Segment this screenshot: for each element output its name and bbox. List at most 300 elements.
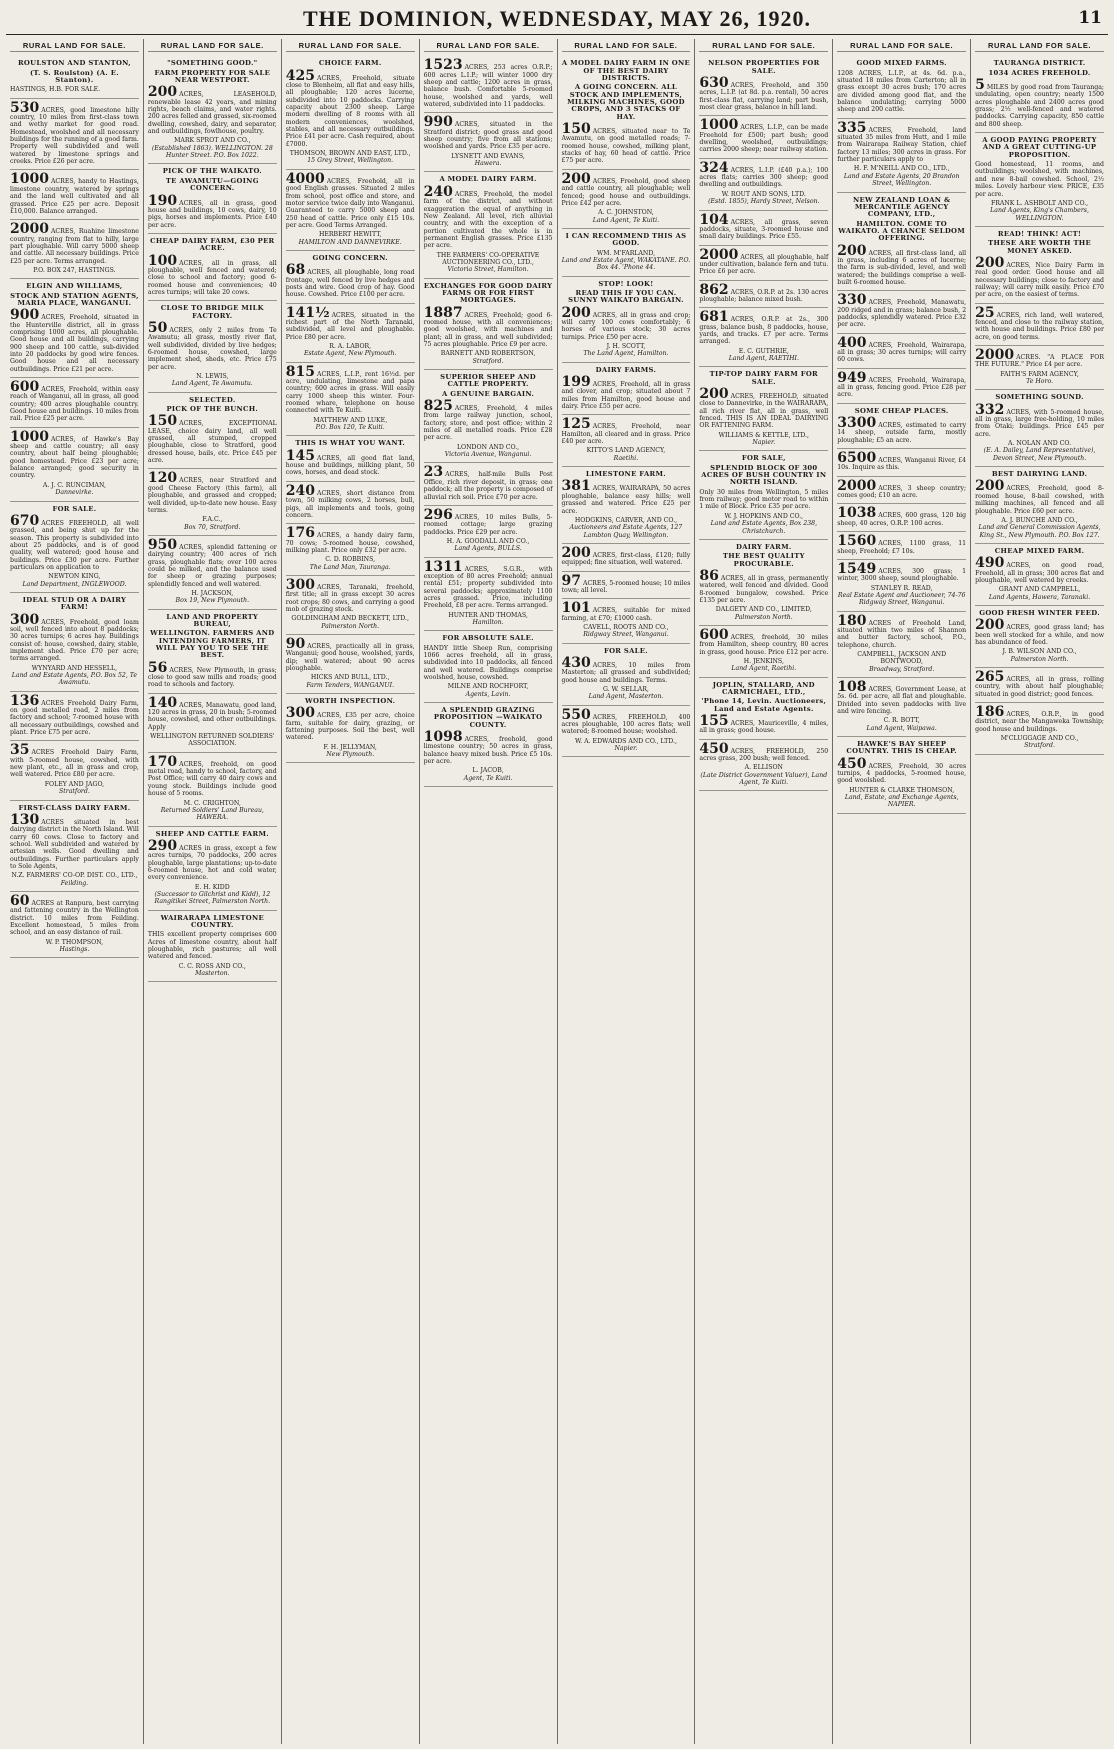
advertisement xyxy=(10,279,139,378)
ad-agent-address: Raetihi. xyxy=(613,454,639,462)
ad-agent-name: KITTO'S LAND AGENCY, xyxy=(586,447,666,455)
advertisement xyxy=(699,626,828,678)
ad-agent-name: M. C. CRIGHTON, xyxy=(183,799,241,807)
advertisement xyxy=(424,172,553,278)
ad-text: ACRES, good limestone hilly country, 10 miles from first-class town and wethy market for good road. Homestead, woolshed and all necessary buildings for the running of a good farm. Property well subdivided and well watered by limestone springs and creeks. Price £26 per acre. xyxy=(10,106,139,166)
ad-agent-address: Box 19, New Plymouth. xyxy=(175,597,250,605)
ad-acreage: 200 xyxy=(699,386,729,402)
ad-acreage: 180 xyxy=(837,612,867,629)
ad-agent-name: C. R. BOTT, xyxy=(883,717,920,725)
advertisement xyxy=(148,393,277,470)
ad-heading: CHEAP DAIRY FARM, £30 PER ACRE. xyxy=(150,236,275,253)
ad-text: ACRES, all in grass, good house and buildings, 10 cows, dairy, 10 pigs, horses and implements. Price £40 per acre. xyxy=(147,199,277,229)
ad-body xyxy=(424,400,553,442)
ad-text: ACRES, all good flat land, house and buildings, milking plant, 50 cows, horses, and dead stock. xyxy=(285,454,415,477)
ad-body xyxy=(10,428,139,480)
ad-body xyxy=(975,671,1104,698)
ad-text: ACRES, 10 miles Bulls, 5-roomed cottage; large grazing paddocks. Price £29 per acre. xyxy=(423,513,553,536)
advertisement xyxy=(562,544,691,572)
ad-acreage: 200 xyxy=(837,242,867,259)
advertisement xyxy=(837,560,966,612)
ad-acreage: 200 xyxy=(975,478,1005,495)
ad-heading: GOOD FRESH WINTER FEED. xyxy=(979,608,1100,617)
ad-text: ACRES, freehold, 30 miles from Hamilton, sheep country, 80 acres in grass, good house. Price £12 per acre. xyxy=(699,633,829,656)
ad-body xyxy=(423,558,553,610)
ad-agent-name: GRANT AND CAMPBELL, xyxy=(998,586,1081,594)
ad-text: ACRES, Manawatu, good land, 120 acres in grass, 20 in bush; 5-roomed house, cowshed, and other outbuildings. Apply xyxy=(147,701,277,731)
ad-text: ACRES, suitable for mixed farming, at £70; £1000 cash. xyxy=(561,607,691,622)
ad-agent-address: 15 Grey Street, Wellington. xyxy=(307,157,394,165)
ad-acreage: 1098 xyxy=(423,729,463,746)
ad-text: ACRES, O.R.P. at 2s. 130 acres ploughable; balance mixed bush. xyxy=(699,288,829,303)
ad-agent-name: C. C. ROSS AND CO., xyxy=(178,962,246,970)
ad-text: ACRES, Freehold, situated in the Hunterville district, all in grass comprising 1000 acres, all ploughable. Good house and all buildings, carrying 900 sheep and 100 cattle, sub-divided into 20 paddocks by good wire fences. Good house and all necessary outbuildings. Price £21 per acre. xyxy=(10,314,139,373)
ad-text: ACRES, all first-class land, all in grass, including 6 acres of lucerne; the farm is sub-divided, level, and well watered; the buildings comprise a well-built 6-roomed house. xyxy=(837,249,967,286)
ad-acreage: 290 xyxy=(147,837,178,854)
ad-agent-address: Land and Estate Agents, P.O. Box 52, Te Awamutu. xyxy=(11,672,138,687)
ad-acreage: 681 xyxy=(699,309,729,326)
ad-heading: TAURANGA DISTRICT. xyxy=(993,59,1086,68)
ad-acreage: 324 xyxy=(699,159,729,176)
ad-agent-address: Te Horo. xyxy=(1026,378,1054,386)
advertisement xyxy=(286,170,415,251)
column-2 xyxy=(144,39,282,1744)
ad-text: ACRES, situated in the Stratford district; good grass and good sheep country; five from all stations; woolshed and yards. Price £35 per acre. xyxy=(423,121,553,151)
ad-agent-address: Land Agents, Hawera, Taranaki. xyxy=(988,593,1091,601)
ad-agent-name: FRANK L. ASHBOLT AND CO., xyxy=(990,199,1089,207)
ad-body xyxy=(699,159,829,189)
ad-agent-name: W. A. EDWARDS AND CO., LTD., xyxy=(574,737,677,745)
ad-body xyxy=(562,123,691,165)
ad-agent-name: LYSNETT AND EVANS, xyxy=(451,152,525,160)
column-1 xyxy=(6,39,144,1744)
advertisement xyxy=(975,56,1104,133)
ad-body xyxy=(148,931,277,960)
ad-subheading: TE AWAMUTU—GOING CONCERN. xyxy=(165,176,259,193)
column-heading: RURAL LAND FOR SALE. xyxy=(10,39,139,52)
column-5 xyxy=(558,39,696,1744)
ad-heading: A MODEL DAIRY FARM IN ONE OF THE BEST DAIRY DISTRICTS. xyxy=(561,59,690,83)
ad-acreage: 101 xyxy=(561,600,591,617)
ad-agent-name: WELLINGTON RETURNED SOLDIERS' ASSOCIATION. xyxy=(150,733,275,748)
ad-text: ACRES, L.I.P., rent 16½d. per acre, undulating, limestone and papa country; 600 acres in grass. Will easily carry 1000 sheep this winter. Four-roomed whare, telephone on house connected with Te Kuiti. xyxy=(285,370,415,415)
ad-acreage: 150 xyxy=(147,413,178,430)
ad-text: ACRES, all grass, seven paddocks, situate, 3-roomed house and small dairy buildings. Price £55. xyxy=(699,218,829,241)
ad-acreage: 170 xyxy=(147,753,178,770)
ad-heading: SOME CHEAP PLACES. xyxy=(854,406,949,415)
ad-agent-name: W. J. HOPKINS AND CO., xyxy=(724,512,804,520)
ad-acreage: 815 xyxy=(285,363,315,380)
ad-heading: ELGIN AND WILLIAMS, xyxy=(26,282,123,291)
advertisement xyxy=(286,304,415,363)
ad-agent-name: FAITH'S FARM AGENCY, xyxy=(1000,370,1079,378)
ad-text: ACRES, Mauriceville, 4 miles, all in grass; good house. xyxy=(699,720,829,735)
ad-body xyxy=(975,557,1104,584)
ad-agent-address: Land Agents, BULLS. xyxy=(454,545,522,553)
ad-text: ACRES, FREEHOLD, situated close to Dannevirke, in the WAIRARAPA, all rich river flat, all in grass, well fenced. THIS IS AN IDEAL DAIRYING OR FATTENING FARM. xyxy=(699,393,829,430)
ad-acreage: 450 xyxy=(699,740,729,757)
advertisement xyxy=(148,234,277,301)
advertisement xyxy=(837,291,966,333)
advertisement xyxy=(562,467,691,544)
advertisement xyxy=(699,246,828,281)
advertisement xyxy=(424,56,553,113)
ad-body xyxy=(423,304,553,349)
ad-agent-address: Victoria Street, Hamilton. xyxy=(447,266,529,274)
ad-body xyxy=(975,79,1104,128)
advertisement xyxy=(424,279,553,370)
ad-heading: EXCHANGES FOR GOOD DAIRY FARMS OR FOR FIRST MORTGAGES. xyxy=(423,281,553,305)
ad-body xyxy=(286,707,415,741)
ad-text: ACRES, near Stratford and good Cheese Factory (this farm), all ploughable, and grassed and cropped; well divided, up-to-date new house. Easy terms. xyxy=(147,477,277,514)
ad-acreage: 240 xyxy=(423,183,453,200)
ad-acreage: 125 xyxy=(561,416,591,433)
ad-text: ACRES FREEHOLD, all well grassed, and being shut up for the season. This property is subdivided into about 25 paddocks, and is of good quality, well watered; good house and buildings. Price £30 per acre. Further particulars on application to xyxy=(10,519,139,571)
ad-acreage: 90 xyxy=(285,635,306,652)
ad-agent-name: R. A. LABOR, xyxy=(329,343,372,350)
ad-subheading: (T. S. Roulston) (A. E. Stanton). xyxy=(29,68,119,85)
ad-heading: CHOICE FARM. xyxy=(318,59,382,68)
ad-heading: CHEAP MIXED FARM. xyxy=(994,546,1085,555)
ad-body xyxy=(561,170,691,207)
ad-body xyxy=(424,59,553,108)
ad-agent-address: (Established 1863). WELLINGTON. 28 Hunter Street. P.O. Box 1022. xyxy=(151,144,273,160)
ad-acreage: 199 xyxy=(561,374,591,391)
ad-body xyxy=(837,678,967,715)
ad-agent-address: HAMILTON AND DANNEVIRKE. xyxy=(298,238,402,246)
ad-agent-address: Land Agents, King's Chambers, WELLINGTON. xyxy=(990,207,1089,222)
ad-body xyxy=(147,192,277,229)
advertisement xyxy=(837,504,966,532)
advertisement xyxy=(837,532,966,560)
ad-body xyxy=(10,309,139,373)
ad-text: ACRES, all in grass, all ploughable, well fenced and watered; close to school and factory; good 6-roomed house and conveniences; 40 acres turnips; will take 20 cows. xyxy=(147,259,277,296)
ad-acreage: 200 xyxy=(975,617,1005,634)
ad-agent-address: Stratford. xyxy=(59,788,90,796)
ad-acreage: 200 xyxy=(561,170,591,187)
advertisement xyxy=(975,346,1104,390)
ad-text: ACRES, half-mile Bulls Post Office, rich river deposit, in grass; one paddock; all the property is composed of alluvial rich soil. Price £70 per acre. xyxy=(423,471,553,501)
ad-text: ACRES, situated near to Te Awamutu, on good metalled roads; 7-roomed house, cowshed, milking plant, stacks of hay, 60 head of cattle. Price £75 per acre. xyxy=(561,128,691,165)
ad-agent-address: Stratford. xyxy=(472,357,504,365)
ad-agent-name: L. JACOB, xyxy=(472,767,504,775)
ad-agent-address: Real Estate Agent and Auctioneer, 74-76 Ridgway Street, Wanganui. xyxy=(837,591,966,607)
advertisement xyxy=(837,334,966,369)
advertisement xyxy=(562,599,691,643)
ad-body xyxy=(423,183,553,250)
ad-heading: HAWKE'S BAY SHEEP COUNTRY. THIS IS CHEAP. xyxy=(846,740,957,756)
ad-acreage: 300 xyxy=(285,576,315,593)
ad-body xyxy=(699,715,828,735)
ad-subheading: STOCK AND STATION AGENTS, MARIA PLACE, WANGANUI. xyxy=(10,291,139,307)
ad-body xyxy=(975,254,1104,299)
ad-acreage: 200 xyxy=(561,304,591,321)
ad-agent-name: E. C. GUTHRIE, xyxy=(738,347,789,355)
ad-agent-name: P.O. BOX 247, HASTINGS. xyxy=(33,266,116,274)
ad-heading: WORTH INSPECTION. xyxy=(305,697,396,706)
ad-text: Only 30 miles from Wellington, 5 miles from railway; good motor road to within 1 mile of Block. Price £35 per acre. xyxy=(699,488,829,511)
ad-body xyxy=(285,576,415,613)
ad-text: ACRES, handy to Hastings, limestone country, watered by springs and the land well cultivated and all grassed. Price £25 per acre. Deposit £10,000. Balance arranged. xyxy=(10,178,139,215)
advertisement xyxy=(148,911,277,983)
ad-subheading: THE BEST QUALITY PROCURABLE. xyxy=(722,552,805,568)
ad-text: ACRES, Freehold, all in good English grasses. Situated 2 miles from school, post office and store, and motor service twice daily into Wanganui. Guaranteed to carry 5000 sheep and 250 head of cattle. Price only £15 10s. per acre. Good Terms Arranged. xyxy=(285,177,415,229)
ad-text: Good homestead, 11 rooms, and outbuildings; woolshed, with machines, and new 8-bail cowshed. School, 2½ miles. Lovely harbour view. PRICE, £35 per acre. xyxy=(975,161,1104,198)
ad-text: ACRES, £35 per acre, choice farm, suitable for dairy, grazing, or fattening purposes. Soil the best, well watered. xyxy=(285,712,415,742)
ad-agent-name: W. P. THOMPSON, xyxy=(45,938,104,946)
ad-body xyxy=(975,619,1104,646)
ad-acreage: 25 xyxy=(975,304,995,321)
advertisement xyxy=(699,451,828,539)
advertisement xyxy=(10,593,139,692)
ad-acreage: 1560 xyxy=(837,533,877,550)
ad-text: ACRES, estimated to carry 14 sheep, outside farm, mostly ploughable; £5 an acre. xyxy=(837,422,967,444)
ad-text: ACRES, 3 sheep country; comes good; £10 an acre. xyxy=(837,484,967,500)
ad-agent-address: Dannevirke. xyxy=(55,489,94,497)
ad-agent-address: Napier. xyxy=(752,439,776,447)
ad-heading: SHEEP AND CATTLE FARM. xyxy=(155,829,269,838)
ad-text: ACRES, Freehold, Wairarapa, all in grass; 30 acres turnips; will carry 60 cows. xyxy=(837,341,967,364)
advertisement xyxy=(10,892,139,958)
ad-body xyxy=(975,401,1104,438)
advertisement xyxy=(699,211,828,246)
ad-acreage: 950 xyxy=(147,536,178,553)
advertisement xyxy=(286,482,415,524)
ad-body xyxy=(837,70,966,114)
ad-agent-name: WM. M'FARLAND, xyxy=(596,249,656,257)
ad-agent-address: Farm Tenders, WANGANUI. xyxy=(306,681,395,689)
ad-acreage: 1887 xyxy=(423,304,463,321)
ad-heading: DAIRY FARMS. xyxy=(595,365,657,374)
ad-heading: IDEAL STUD OR A DAIRY FARM! xyxy=(22,595,127,612)
column-4 xyxy=(420,39,558,1744)
ad-text: ACRES, rich land, well watered, fenced, and close to the railway station, with house and buildings. Price £80 per acre, on good terms. xyxy=(975,311,1104,341)
ad-agent-name: H. JACKSON, xyxy=(191,589,234,597)
ad-text: ACRES, Freehold, good sheep and cattle country, all ploughable; well fenced; good house and outbuildings. Price £42 per acre. xyxy=(561,177,691,207)
ad-body xyxy=(148,86,277,135)
ad-acreage: 332 xyxy=(975,401,1005,418)
ad-body xyxy=(561,706,691,736)
ad-acreage: 1000 xyxy=(10,171,49,188)
ad-acreage: 140 xyxy=(147,694,178,711)
columns-container xyxy=(6,39,1108,1744)
ad-agent-name: BARNETT AND ROBERTSON, xyxy=(440,350,536,358)
ad-agent-address: Napier. xyxy=(614,745,638,753)
ad-text: ACRES, Freehold, 4 miles from large railway junction, school, factory, store, and post office; within 2 miles of all metalled roads. Price £28 per acre. xyxy=(423,405,553,442)
ad-heading: SOMETHING SOUND. xyxy=(995,393,1084,402)
ad-agent-address: Broadway, Stratford. xyxy=(869,665,935,673)
ad-acreage: 186 xyxy=(975,704,1005,721)
ad-agent-name: WILLIAMS & KETTLE, LTD., xyxy=(718,431,810,439)
ad-text: ACRES, situated in the richest part of the North Taranaki, subdivided, all level and ploughable. Price £80 per acre. xyxy=(285,311,415,341)
ad-agent-name: HUNTER & CLARKE THOMSON, xyxy=(849,786,955,794)
ad-acreage: 50 xyxy=(147,319,168,336)
ad-agent-address: Land Agent, Raetihi. xyxy=(731,665,797,673)
ad-agent-address: Masterton. xyxy=(195,970,230,978)
advertisement xyxy=(837,737,966,814)
ad-text: ACRES, good grass land; has been well stocked for a while, and now has abundance of feed. xyxy=(975,624,1104,646)
ad-agent-address: Palmerston North. xyxy=(734,613,793,621)
ad-agent-address: Estate Agent, New Plymouth. xyxy=(303,350,397,358)
ad-heading: GOING CONCERN. xyxy=(312,253,388,262)
ad-body xyxy=(147,252,277,297)
column-8 xyxy=(971,39,1108,1744)
ad-body xyxy=(561,572,691,595)
ad-acreage: 150 xyxy=(561,121,591,138)
ad-text: ACRES, practically all in grass, Wanganui; good house, woolshed, yards, dip; well watered; about 90 acres ploughable. xyxy=(285,642,415,672)
ad-agent-name: GOLDINGHAM AND BECKETT, LTD., xyxy=(291,615,409,623)
ad-acreage: 2000 xyxy=(699,246,739,263)
ad-acreage: 120 xyxy=(147,470,178,487)
ad-body xyxy=(837,477,967,500)
ad-text: ACRES, 253 acres O.R.P.; 600 acres L.I.P.; will winter 1000 dry sheep and cattle; 1200 acres in grass, balance bush. Comfortable 5-roomed house, woolshed and yards, well watered, subdivided into 11 paddocks. xyxy=(423,64,553,109)
advertisement xyxy=(562,572,691,600)
ad-body xyxy=(837,507,966,527)
ad-agent-name: CAVELL, ROOTS AND CO., xyxy=(583,623,669,631)
ad-agent-name: HERBERT HEWITT, xyxy=(318,231,382,239)
ad-acreage: 1000 xyxy=(699,117,739,134)
ad-text: ACRES, 600 grass, 120 big sheep, 40 acres, O.R.P. 100 acres. xyxy=(837,512,967,527)
ad-agent-address: New Plymouth. xyxy=(326,751,375,759)
advertisement xyxy=(837,477,966,505)
ad-body xyxy=(699,246,829,276)
ad-body xyxy=(562,602,691,622)
advertisement xyxy=(10,99,139,171)
ad-acreage: 141½ xyxy=(285,304,330,321)
ad-text: ACRES, Freehold, situate close to Blenheim, all flat and easy hills, all ploughable; 120 acres lucerne, subdivided into 10 paddocks. Carrying capacity about 2300 sheep. Large modern dwelling of 8 rooms with all modern conveniences, woolshed, stables, and all necessary outbuildings. Price £41 per acre. Cash required, about £7000. xyxy=(285,74,415,148)
ad-heading: NELSON PROPERTIES FOR SALE. xyxy=(708,59,820,75)
advertisement xyxy=(837,369,966,404)
ad-agent-address: Hastings. xyxy=(59,946,90,953)
ad-body xyxy=(837,755,967,785)
ad-body xyxy=(699,211,829,241)
ad-body xyxy=(148,415,277,464)
ad-text: ACRES, Freehold, 30 acres turnips, 4 paddocks, 5-roomed house, good woolshed. xyxy=(837,762,967,785)
ad-body xyxy=(285,170,415,229)
ad-agent-address: (Late District Government Valuer), Land Agent, Te Kuiti. xyxy=(700,771,828,787)
ad-text: ACRES, all ploughable, half under cultivation, balance fern and tutu. Price £6 per acre. xyxy=(699,253,829,276)
ad-text: ACRES, WAIRARAPA, 50 acres ploughable, balance easy hills; well grassed and watered. Price £25 per acre. xyxy=(561,485,691,515)
ad-agent-name: HICKS AND BULL, LTD., xyxy=(310,674,390,682)
column-heading: RURAL LAND FOR SALE. xyxy=(286,39,415,52)
ad-body xyxy=(837,417,966,444)
ad-body xyxy=(837,560,967,583)
ad-agent-name: FOLEY AND JAGO, xyxy=(44,780,105,788)
ad-acreage: 862 xyxy=(699,281,729,298)
ad-body xyxy=(561,304,691,341)
ad-agent-address: The Land Man, Tauranga. xyxy=(309,563,391,571)
ad-heading: DAIRY FARM. xyxy=(736,542,792,551)
ad-acreage: 630 xyxy=(699,75,729,92)
ad-text: ACRES, Freehold, near Hamilton, all cleared and in grass. Price £40 per acre. xyxy=(561,423,691,446)
column-3 xyxy=(282,39,420,1744)
advertisement xyxy=(286,524,415,576)
ad-acreage: 825 xyxy=(423,398,453,415)
ad-acreage: 1038 xyxy=(837,505,877,522)
ad-text: ACRES Freehold Dairy Farm, with 5-roomed house, cowshed, with new plant, etc., all in grass and crop, well watered. Price £80 per acre. xyxy=(10,749,139,779)
ad-body xyxy=(699,567,829,604)
ad-heading: THIS IS WHAT YOU WANT. xyxy=(295,439,406,448)
newspaper-title: THE DOMINION, WEDNESDAY, MAY 26, 1920. xyxy=(302,6,812,31)
ad-agent-name: THE FARMERS' CO-OPERATIVE AUCTIONEERING CO., LTD., xyxy=(436,251,540,266)
ad-body xyxy=(975,706,1104,733)
ad-body xyxy=(699,626,829,656)
ad-agent-name: A. J. C. RUNCIMAN, xyxy=(42,481,106,489)
ad-heading: TIP-TOP DAIRY FARM FOR SALE. xyxy=(709,370,818,386)
ad-heading: FOR SALE. xyxy=(52,504,97,513)
column-heading: RURAL LAND FOR SALE. xyxy=(975,39,1104,52)
ad-heading: I CAN RECOMMEND THIS AS GOOD. xyxy=(565,231,687,248)
column-heading: RURAL LAND FOR SALE. xyxy=(837,39,966,52)
ad-subheading: A GOING CONCERN. ALL STOCK AND IMPLEMENTS, MILKING MACHINES, GOOD CROPS, AND 3 STACKS OF HAY. xyxy=(567,83,685,121)
column-6 xyxy=(695,39,833,1744)
advertisement xyxy=(837,612,966,678)
ad-body xyxy=(147,536,277,588)
advertisement xyxy=(10,502,139,593)
ad-body xyxy=(975,480,1104,514)
advertisement xyxy=(699,540,828,626)
ad-heading: LAND AND PROPERTY BUREAU, xyxy=(166,612,259,628)
ad-body xyxy=(285,304,415,341)
ad-agent-name: F. H. JELLYMAN, xyxy=(323,743,377,751)
ad-acreage: 2000 xyxy=(10,221,49,238)
ad-heading: A GOOD PAYING PROPERTY AND A GREAT CUTTING-UP PROPOSITION. xyxy=(982,136,1097,159)
ad-text: ACRES, Freehold, and 350 acres, L.I.P. (at 8d. p.a. rental), 50 acres first-class flat, carrying land; part bush, most clear grass, balance in hill land. xyxy=(699,82,829,112)
ad-acreage: 949 xyxy=(837,369,867,386)
ad-agent-address: Stratford. xyxy=(1024,742,1055,750)
ad-acreage: 670 xyxy=(10,512,40,529)
ad-body xyxy=(10,692,139,737)
advertisement xyxy=(562,363,691,416)
ad-text: ACRES, Freehold, good 8-roomed house, 8-bail cowshed, with milking machines, all fenced and all ploughable. Price £60 per acre. xyxy=(975,485,1104,515)
advertisement xyxy=(148,827,277,911)
ad-text: ACRES, with 5-roomed house, all in grass, large free-holding, 10 miles from Otaki; buildings. Price £45 per acre. xyxy=(975,408,1104,438)
ad-acreage: 108 xyxy=(837,678,867,695)
advertisement xyxy=(424,113,553,172)
advertisement xyxy=(286,436,415,481)
ad-subheading: READ THIS IF YOU CAN. SUNNY WAIKATO BARGAIN. xyxy=(568,288,684,305)
ad-acreage: 381 xyxy=(561,478,591,495)
ad-agent-address: Land and Estate Agents, Box 238, Christchurch. xyxy=(710,520,818,535)
ad-body xyxy=(148,472,277,514)
ad-agent-address: Hamilton. xyxy=(472,618,504,626)
ad-text: ACRES. "A PLACE FOR THE FUTURE." Price £4 per acre. xyxy=(975,354,1104,369)
advertisement xyxy=(286,635,415,694)
ad-body xyxy=(562,376,691,410)
ad-text: ACRES, all in grass, permanently watered, well fenced and divided. Good 8-roomed bungalow, cowshed. Price £135 per acre. xyxy=(699,574,829,604)
ad-agent-address: (E. A. Dailey, Land Representative), Devon Street, New Plymouth. xyxy=(983,447,1096,462)
ad-agent-address: Feilding. xyxy=(60,879,89,887)
ad-acreage: 490 xyxy=(975,555,1005,572)
advertisement xyxy=(837,193,966,292)
ad-acreage: 900 xyxy=(10,307,40,324)
ad-body xyxy=(562,480,691,514)
ad-text: ACRES, only 2 miles from Te Awamutu; all grass, mostly river flat, well subdivided, divided by live hedges; 6-roomed house, cowshed, large implement shed, sheds, etc. Price £75 per acre. xyxy=(147,326,277,371)
advertisement xyxy=(699,740,828,792)
ad-heading: STOP! LOOK! xyxy=(598,279,654,288)
advertisement xyxy=(975,227,1104,304)
ad-body xyxy=(285,363,415,415)
advertisement xyxy=(286,56,415,169)
ad-agent-address: Land and Estate Agent, WAKATANE. P.O. Box 44. 'Phone 44. xyxy=(561,256,691,272)
ad-body xyxy=(424,731,553,765)
ad-acreage: 176 xyxy=(285,525,315,542)
advertisement xyxy=(286,576,415,635)
ad-body xyxy=(561,544,691,567)
ad-acreage: 240 xyxy=(285,482,315,499)
ad-body xyxy=(10,512,139,571)
ad-body xyxy=(975,161,1104,198)
